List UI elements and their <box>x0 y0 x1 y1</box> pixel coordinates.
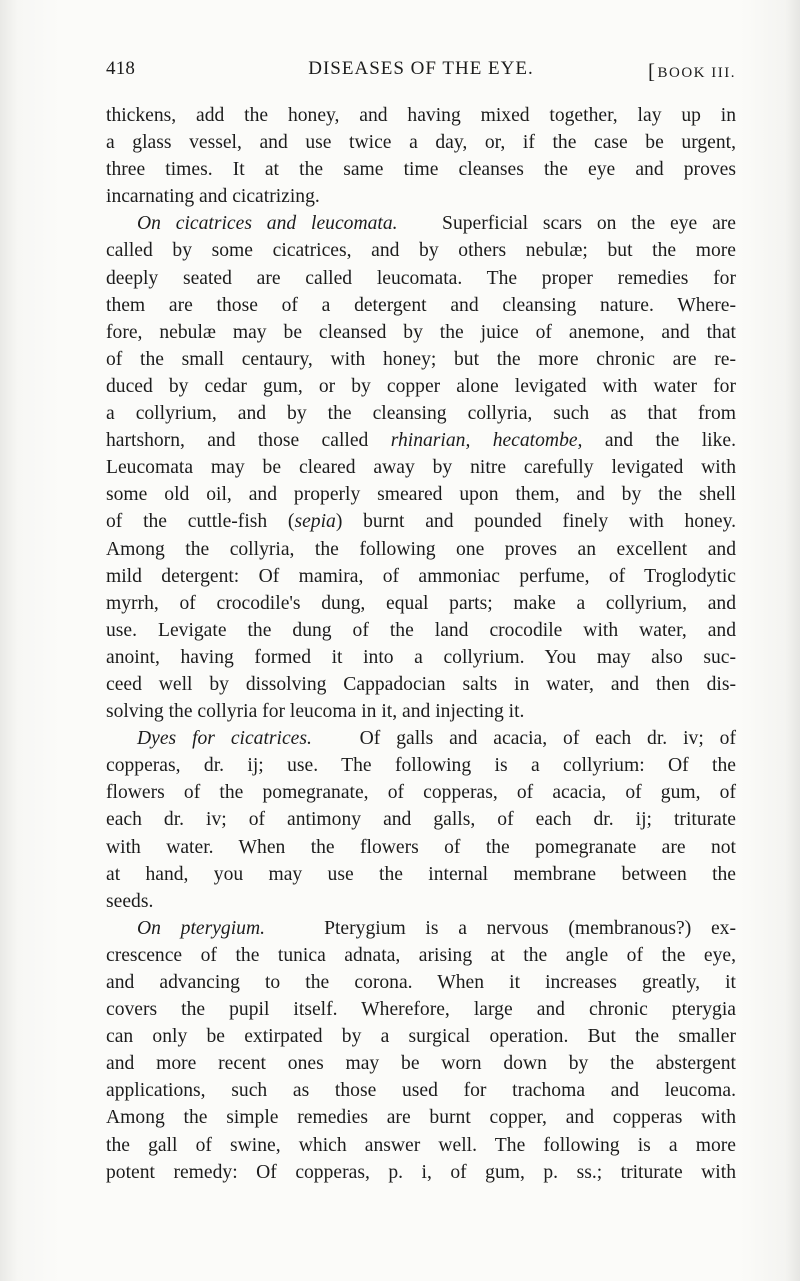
text-line: flowers of the pomegranate, of copperas, of acacia, of gum, of <box>106 782 736 804</box>
paragraph-cicatrices-leucomata <box>106 210 736 725</box>
text-line: them are those of a detergent and cleansing nature. Where- <box>106 294 736 316</box>
text-run: Of galls and acacia, of each dr. iv; of <box>359 728 736 750</box>
text-line: Leucomata may be cleared away by nitre carefully levigated with <box>106 457 736 479</box>
italic-term: rhinarian, hecatombe, <box>390 430 583 452</box>
text-line: use. Levigate the dung of the land crocodile with water, and <box>106 619 736 641</box>
section-heading: Dyes for cicatrices. <box>137 728 312 750</box>
text-line: ceed well by dissolving Cappadocian salts in water, and then dis- <box>106 673 736 695</box>
text-line: some old oil, and properly smeared upon them, and by the shell <box>106 484 736 506</box>
text-run: Pterygium is a nervous (membranous?) ex- <box>324 917 736 939</box>
text-line: Among the collyria, the following one proves an excellent and <box>106 538 736 560</box>
section-heading: On pterygium. <box>137 917 265 939</box>
text-line: covers the pupil itself. Wherefore, large and chronic pterygia <box>106 999 736 1021</box>
text-line: of the small centaury, with honey; but the more chronic are re- <box>106 348 736 370</box>
text-line: the gall of swine, which answer well. The following is a more <box>106 1134 736 1156</box>
text-line <box>106 427 736 454</box>
paragraph-1 <box>106 102 736 210</box>
book-label-text: BOOK III. <box>657 65 736 81</box>
text-line: and advancing to the corona. When it increases greatly, it <box>106 972 736 993</box>
running-title: DISEASES OF THE EYE. <box>308 58 534 79</box>
text-line <box>106 508 736 535</box>
text-line: each dr. iv; of antimony and galls, of each dr. ij; triturate <box>106 809 736 831</box>
text-line: crescence of the tunica adnata, arising at the angle of the eye, <box>106 944 736 966</box>
paragraph-dyes-for-cicatrices <box>106 725 736 915</box>
text-line: applications, such as those used for trachoma and leucoma. <box>106 1080 736 1102</box>
text-line: at hand, you may use the internal membrane between the <box>106 863 736 885</box>
text-line: solving the collyria for leucoma in it, and injecting it. <box>106 701 525 723</box>
text-line: with water. When the flowers of the pomegranate are not <box>106 836 736 858</box>
text-line: three times. It at the same time cleanses the eye and proves <box>106 159 736 181</box>
page-body <box>106 102 736 1186</box>
text-line: duced by cedar gum, or by copper alone levigated with water for <box>106 375 736 397</box>
text-line: can only be extirpated by a surgical operation. But the smaller <box>106 1026 736 1048</box>
text-line: anoint, having formed it into a collyrium. You may also suc- <box>106 646 736 668</box>
italic-term: sepia <box>294 511 336 533</box>
book-label <box>648 58 736 83</box>
text-line: copperas, dr. ij; use. The following is a collyrium: Of the <box>106 755 736 777</box>
text-line: myrrh, of crocodile's dung, equal parts; make a collyrium, and <box>106 592 736 614</box>
page-number: 418 <box>106 58 136 79</box>
text-run: and the like. <box>604 430 736 452</box>
text-run: hartshorn, and those called <box>106 430 369 452</box>
text-line: mild detergent: Of mamira, of ammoniac perfume, of Troglodytic <box>106 565 736 587</box>
text-line: and more recent ones may be worn down by the abstergent <box>106 1053 736 1075</box>
text-line: thickens, add the honey, and having mixed together, lay up in <box>106 105 736 126</box>
text-line: potent remedy: Of copperas, p. i, of gum, p. ss.; triturate with <box>106 1161 736 1183</box>
text-line <box>106 915 736 942</box>
section-heading: On cicatrices and leucomata. <box>137 213 398 235</box>
text-line: incarnating and cicatrizing. <box>106 186 320 208</box>
text-line: fore, nebulæ may be cleansed by the juice of anemone, and that <box>106 321 736 343</box>
open-bracket-glyph: [ <box>648 59 657 83</box>
text-line: deeply seated are called leucomata. The proper remedies for <box>106 267 736 289</box>
text-line: called by some cicatrices, and by others nebulæ; but the more <box>106 240 736 262</box>
text-line: a glass vessel, and use twice a day, or, if the case be urgent, <box>106 132 736 154</box>
text-line <box>106 210 736 237</box>
text-line: seeds. <box>106 890 154 912</box>
text-line: Among the simple remedies are burnt copper, and copperas with <box>106 1107 736 1129</box>
running-header <box>106 58 736 88</box>
paragraph-pterygium <box>106 915 736 1186</box>
text-run: Superficial scars on the eye are <box>442 213 736 235</box>
text-run: of the cuttle-fish ( <box>106 511 295 533</box>
text-run: ) burnt and pounded finely with honey. <box>335 511 737 533</box>
text-line: a collyrium, and by the cleansing collyria, such as that from <box>106 403 736 425</box>
text-line <box>106 725 736 752</box>
